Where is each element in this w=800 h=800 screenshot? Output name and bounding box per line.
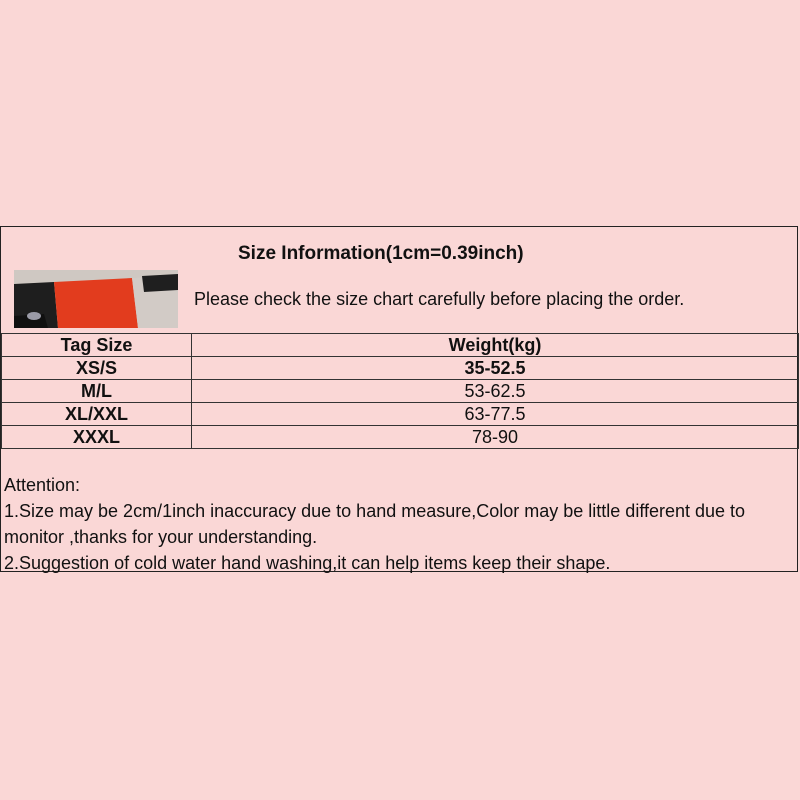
- tag-size-cell: XS/S: [2, 357, 192, 380]
- weight-cell: 78-90: [192, 426, 799, 449]
- attention-note-1: 1.Size may be 2cm/1inch inaccuracy due to hand measure,Color may be little different due to monitor ,thanks for your understanding.: [4, 501, 746, 547]
- attention-notes: [4, 472, 794, 576]
- tag-size-cell: XL/XXL: [2, 403, 192, 426]
- size-chart-table: [1, 333, 799, 449]
- table-row: [2, 357, 799, 380]
- tag-size-cell: XXXL: [2, 426, 192, 449]
- column-header-tag-size: Tag Size: [2, 334, 192, 357]
- weight-cell: 53-62.5: [192, 380, 799, 403]
- tag-size-cell: M/L: [2, 380, 192, 403]
- table-row: [2, 380, 799, 403]
- column-header-weight: Weight(kg): [192, 334, 799, 357]
- weight-cell: 63-77.5: [192, 403, 799, 426]
- table-header-row: [2, 334, 799, 357]
- weight-cell: 35-52.5: [192, 357, 799, 380]
- product-thumbnail: [14, 270, 178, 328]
- attention-heading: Attention:: [4, 475, 81, 495]
- table-row: [2, 403, 799, 426]
- order-notice: Please check the size chart carefully before placing the order.: [194, 289, 685, 309]
- page-title: Size Information(1cm=0.39inch): [238, 243, 524, 264]
- table-row: [2, 426, 799, 449]
- attention-note-2: 2.Suggestion of cold water hand washing,it can help items keep their shape.: [4, 553, 611, 573]
